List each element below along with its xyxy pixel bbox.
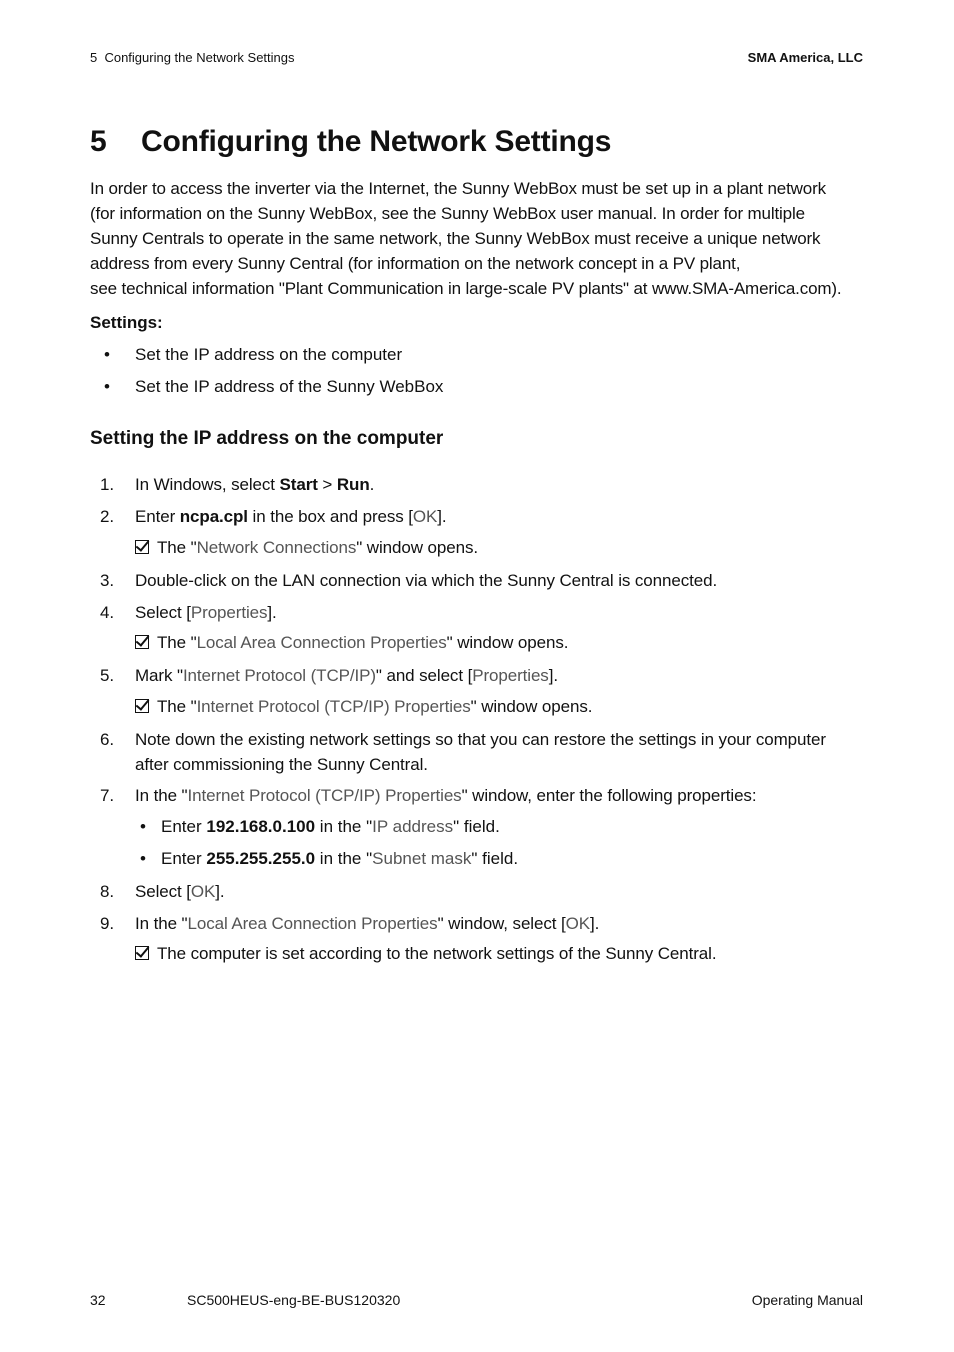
intro-line: see technical information "Plant Communication in large-scale PV plants" at www.SMA-America.com).: [90, 279, 842, 298]
intro-line: address from every Sunny Central (for information on the network concept in a PV plant,: [90, 254, 741, 273]
checkbox-checked-icon: [135, 635, 149, 649]
section-heading: Setting the IP address on the computer: [90, 428, 444, 449]
checkbox-checked-icon: [135, 699, 149, 713]
result-5: The "Internet Protocol (TCP/IP) Properties" window opens.: [135, 697, 592, 717]
result-2: The "Network Connections" window opens.: [135, 538, 478, 558]
intro-line: In order to access the inverter via the Internet, the Sunny WebBox must be set up in a plant network: [90, 179, 826, 198]
settings-label: Settings:: [90, 313, 163, 332]
running-header-company: SMA America, LLC: [747, 50, 863, 65]
chapter-title-text: Configuring the Network Settings: [141, 125, 612, 158]
intro-line: (for information on the Sunny WebBox, see the Sunny WebBox user manual. In order for multiple: [90, 204, 805, 223]
result-4: The "Local Area Connection Properties" window opens.: [135, 633, 568, 653]
result-9: The computer is set according to the network settings of the Sunny Central.: [135, 944, 716, 964]
chapter-title: [90, 122, 611, 162]
intro-line: Sunny Centrals to operate in the same network, the Sunny WebBox must receive a unique network: [90, 229, 821, 248]
step-7-subnet-mask: • Enter 255.255.255.0 in the "Subnet mask" field.: [140, 849, 519, 868]
bullet-icon: •: [104, 377, 110, 396]
document-type: Operating Manual: [751, 1292, 863, 1308]
intro-paragraph: [90, 176, 880, 301]
bullet-icon: •: [104, 345, 110, 364]
settings-item: • Set the IP address of the Sunny WebBox: [104, 377, 444, 396]
checkbox-checked-icon: [135, 946, 149, 960]
step-7-ip-address: • Enter 192.168.0.100 in the "IP address" field.: [140, 817, 500, 836]
bullet-icon: •: [140, 849, 146, 868]
settings-item: • Set the IP address on the computer: [104, 345, 403, 364]
running-header-chapter: 5 Configuring the Network Settings: [90, 50, 295, 65]
checkbox-checked-icon: [135, 540, 149, 554]
page-number: 32: [90, 1292, 106, 1308]
chapter-number: 5: [90, 125, 107, 158]
bullet-icon: •: [140, 817, 146, 836]
document-id: SC500HEUS-eng-BE-BUS120320: [187, 1292, 401, 1308]
